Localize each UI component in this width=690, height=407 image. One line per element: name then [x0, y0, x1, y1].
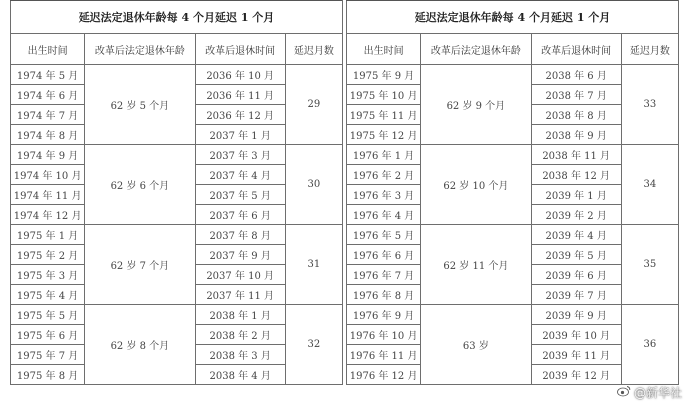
retirement-time-cell: 2039 年 6 月: [531, 265, 621, 285]
retirement-time-cell: 2036 年 10 月: [195, 65, 285, 85]
retirement-time-cell: 2038 年 11 月: [531, 145, 621, 165]
header-retirement-time: 改革后退休时间: [195, 34, 285, 65]
table-row: [11, 305, 343, 325]
delay-months-cell: 30: [285, 145, 342, 225]
watermark: [617, 384, 682, 401]
header-birth-time: 出生时间: [11, 34, 85, 65]
retirement-time-cell: 2039 年 10 月: [531, 325, 621, 345]
table-title: 延迟法定退休年龄每 4 个月延迟 1 个月: [11, 1, 343, 34]
birth-cell: 1975 年 4 月: [11, 285, 85, 305]
table-title: 延迟法定退休年龄每 4 个月延迟 1 个月: [347, 1, 679, 34]
header-birth-time: 出生时间: [347, 34, 421, 65]
birth-cell: 1974 年 5 月: [11, 65, 85, 85]
birth-cell: 1975 年 2 月: [11, 245, 85, 265]
birth-cell: 1974 年 7 月: [11, 105, 85, 125]
delay-months-cell: 35: [621, 225, 678, 305]
retirement-table: [10, 0, 343, 385]
retirement-time-cell: 2037 年 4 月: [195, 165, 285, 185]
header-retirement-age: 改革后法定退休年龄: [85, 34, 195, 65]
birth-cell: 1975 年 6 月: [11, 325, 85, 345]
retirement-time-cell: 2039 年 7 月: [531, 285, 621, 305]
retirement-time-cell: 2038 年 2 月: [195, 325, 285, 345]
retirement-table-left: [10, 0, 343, 396]
retirement-age-cell: 62 岁 11 个月: [421, 225, 531, 305]
birth-cell: 1975 年 11 月: [347, 105, 421, 125]
retirement-time-cell: 2038 年 1 月: [195, 305, 285, 325]
retirement-time-cell: 2036 年 12 月: [195, 105, 285, 125]
table-row: [11, 65, 343, 85]
retirement-age-cell: 62 岁 7 个月: [85, 225, 195, 305]
birth-cell: 1976 年 8 月: [347, 285, 421, 305]
birth-cell: 1975 年 8 月: [11, 365, 85, 385]
header-delay-months: 延迟月数: [621, 34, 678, 65]
retirement-time-cell: 2038 年 9 月: [531, 125, 621, 145]
watermark-text: @新华社: [633, 386, 682, 400]
retirement-time-cell: 2036 年 11 月: [195, 85, 285, 105]
weibo-icon: [617, 385, 631, 401]
table-row: [11, 145, 343, 165]
delay-months-cell: 33: [621, 65, 678, 145]
table-row: [347, 65, 679, 85]
retirement-time-cell: 2037 年 11 月: [195, 285, 285, 305]
birth-cell: 1976 年 3 月: [347, 185, 421, 205]
delay-months-cell: 32: [285, 305, 342, 385]
birth-cell: 1976 年 12 月: [347, 365, 421, 385]
birth-cell: 1976 年 6 月: [347, 245, 421, 265]
birth-cell: 1976 年 11 月: [347, 345, 421, 365]
retirement-time-cell: 2038 年 4 月: [195, 365, 285, 385]
table-row: [11, 225, 343, 245]
retirement-time-cell: 2038 年 3 月: [195, 345, 285, 365]
retirement-time-cell: 2037 年 8 月: [195, 225, 285, 245]
retirement-time-cell: 2039 年 5 月: [531, 245, 621, 265]
retirement-age-cell: 62 岁 9 个月: [421, 65, 531, 145]
delay-months-cell: 31: [285, 225, 342, 305]
table-title-row: [347, 1, 679, 34]
retirement-age-cell: 62 岁 10 个月: [421, 145, 531, 225]
retirement-time-cell: 2039 年 12 月: [531, 365, 621, 385]
birth-cell: 1974 年 12 月: [11, 205, 85, 225]
retirement-time-cell: 2039 年 11 月: [531, 345, 621, 365]
retirement-time-cell: 2037 年 3 月: [195, 145, 285, 165]
retirement-time-cell: 2037 年 6 月: [195, 205, 285, 225]
birth-cell: 1975 年 5 月: [11, 305, 85, 325]
delay-months-cell: 36: [621, 305, 678, 385]
delay-months-cell: 34: [621, 145, 678, 225]
retirement-table: [346, 0, 679, 385]
birth-cell: 1975 年 12 月: [347, 125, 421, 145]
retirement-table-right: [346, 0, 679, 396]
birth-cell: 1974 年 11 月: [11, 185, 85, 205]
retirement-time-cell: 2037 年 10 月: [195, 265, 285, 285]
retirement-time-cell: 2038 年 8 月: [531, 105, 621, 125]
table-header-row: [11, 34, 343, 65]
birth-cell: 1974 年 9 月: [11, 145, 85, 165]
header-delay-months: 延迟月数: [285, 34, 342, 65]
retirement-age-cell: 62 岁 6 个月: [85, 145, 195, 225]
retirement-age-cell: 62 岁 5 个月: [85, 65, 195, 145]
birth-cell: 1975 年 9 月: [347, 65, 421, 85]
retirement-time-cell: 2038 年 7 月: [531, 85, 621, 105]
birth-cell: 1976 年 5 月: [347, 225, 421, 245]
birth-cell: 1975 年 10 月: [347, 85, 421, 105]
retirement-age-cell: 63 岁: [421, 305, 531, 385]
birth-cell: 1975 年 3 月: [11, 265, 85, 285]
delay-months-cell: 29: [285, 65, 342, 145]
birth-cell: 1974 年 8 月: [11, 125, 85, 145]
header-retirement-time: 改革后退休时间: [531, 34, 621, 65]
retirement-time-cell: 2037 年 9 月: [195, 245, 285, 265]
retirement-time-cell: 2039 年 9 月: [531, 305, 621, 325]
retirement-time-cell: 2038 年 6 月: [531, 65, 621, 85]
birth-cell: 1974 年 10 月: [11, 165, 85, 185]
header-retirement-age: 改革后法定退休年龄: [421, 34, 531, 65]
retirement-time-cell: 2038 年 12 月: [531, 165, 621, 185]
birth-cell: 1976 年 10 月: [347, 325, 421, 345]
birth-cell: 1975 年 1 月: [11, 225, 85, 245]
table-row: [347, 145, 679, 165]
birth-cell: 1976 年 9 月: [347, 305, 421, 325]
retirement-time-cell: 2039 年 4 月: [531, 225, 621, 245]
table-row: [347, 305, 679, 325]
birth-cell: 1976 年 4 月: [347, 205, 421, 225]
retirement-time-cell: 2037 年 1 月: [195, 125, 285, 145]
birth-cell: 1975 年 7 月: [11, 345, 85, 365]
birth-cell: 1976 年 1 月: [347, 145, 421, 165]
table-header-row: [347, 34, 679, 65]
retirement-age-cell: 62 岁 8 个月: [85, 305, 195, 385]
table-title-row: [11, 1, 343, 34]
table-row: [347, 225, 679, 245]
retirement-time-cell: 2039 年 1 月: [531, 185, 621, 205]
birth-cell: 1976 年 7 月: [347, 265, 421, 285]
birth-cell: 1976 年 2 月: [347, 165, 421, 185]
retirement-time-cell: 2039 年 2 月: [531, 205, 621, 225]
birth-cell: 1974 年 6 月: [11, 85, 85, 105]
retirement-time-cell: 2037 年 5 月: [195, 185, 285, 205]
